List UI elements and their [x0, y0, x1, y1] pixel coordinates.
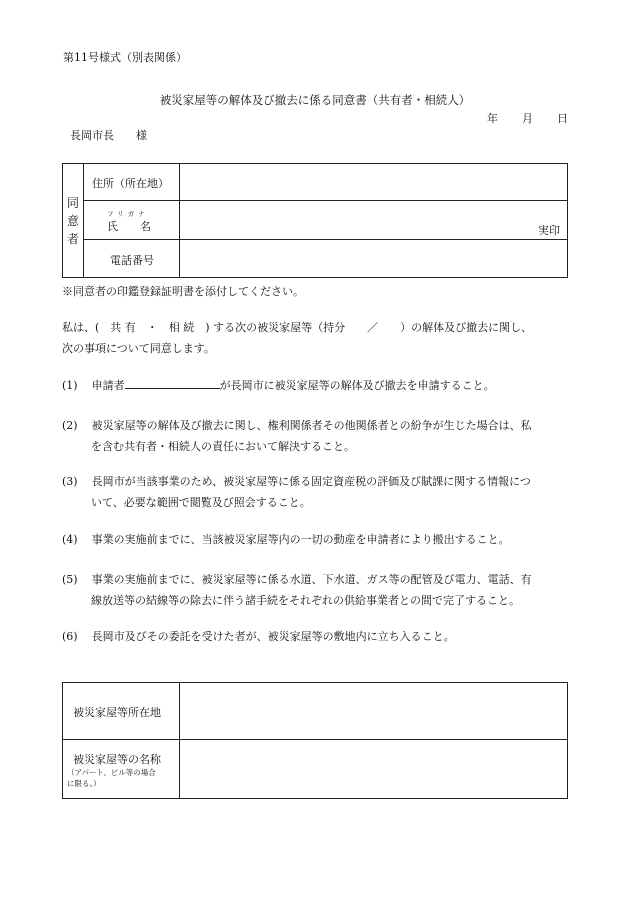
list-item: (4) 事業の実施前までに、当該被災家屋等内の一切の動産を申請者により搬出すること。 [62, 533, 510, 546]
name-label: 氏 名 [107, 220, 151, 233]
applicant-name-field[interactable] [125, 377, 220, 389]
list-item: (1) 申請者 が長岡市に被災家屋等の解体及び撤去を申請すること。 [62, 379, 495, 392]
name-ruby: フリガナ [107, 210, 149, 218]
property-name-field[interactable] [180, 740, 567, 798]
list-item-continued: いて、必要な範囲で閲覧及び照会すること。 [91, 496, 311, 509]
document-title: 被災家屋等の解体及び撤去に係る同意書（共有者・相続人） [159, 93, 471, 107]
address-label: 住所（所在地） [92, 177, 169, 190]
list-item: (2) 被災家屋等の解体及び撤去に関し、権利関係者その他関係者との紛争が生じた場合は、私 [62, 419, 532, 432]
phone-field[interactable] [180, 240, 567, 277]
list-item: (6) 長岡市及びその委託を受けた者が、被災家屋等の敷地内に立ち入ること。 [62, 630, 455, 643]
intro-line-1: 私は、( 共 有 ・ 相 続 ) する次の被災家屋等（持分 ／ ）の解体及び撤去に関し、 [62, 321, 533, 334]
date-year: 年 [487, 112, 498, 125]
list-item: (3) 長岡市が当該事業のため、被災家屋等に係る固定資産税の評価及び賦課に関する情報につ [62, 475, 531, 488]
consenter-side-label: 同 意 者 [66, 196, 79, 246]
name-field[interactable] [180, 201, 567, 239]
intro-line-2: 次の事項について同意します。 [62, 342, 215, 355]
property-name-label: 被災家屋等の名称 [73, 753, 161, 766]
phone-label: 電話番号 [110, 254, 154, 267]
property-location-label: 被災家屋等所在地 [73, 706, 161, 719]
property-name-note: （アパート、ビル等の場合 に限る。） [67, 768, 156, 788]
attachment-note: ※同意者の印鑑登録証明書を添付してください。 [62, 285, 304, 298]
address-field[interactable] [180, 164, 567, 200]
list-item-continued: 線放送等の結線等の除去に伴う諸手続をそれぞれの供給事業者との間で完了すること。 [91, 594, 520, 607]
date-day: 日 [557, 112, 568, 125]
list-item-continued: を含む共有者・相続人の責任において解決すること。 [91, 440, 355, 453]
list-item: (5) 事業の実施前までに、被災家屋等に係る水道、下水道、ガス等の配管及び電力、電話、有 [62, 573, 532, 586]
form-number: 第11号様式（別表関係） [63, 51, 187, 64]
property-location-field[interactable] [180, 683, 567, 739]
addressee: 長岡市長 様 [70, 129, 147, 142]
seal-label: 実印 [538, 224, 560, 237]
date-month: 月 [522, 112, 533, 125]
